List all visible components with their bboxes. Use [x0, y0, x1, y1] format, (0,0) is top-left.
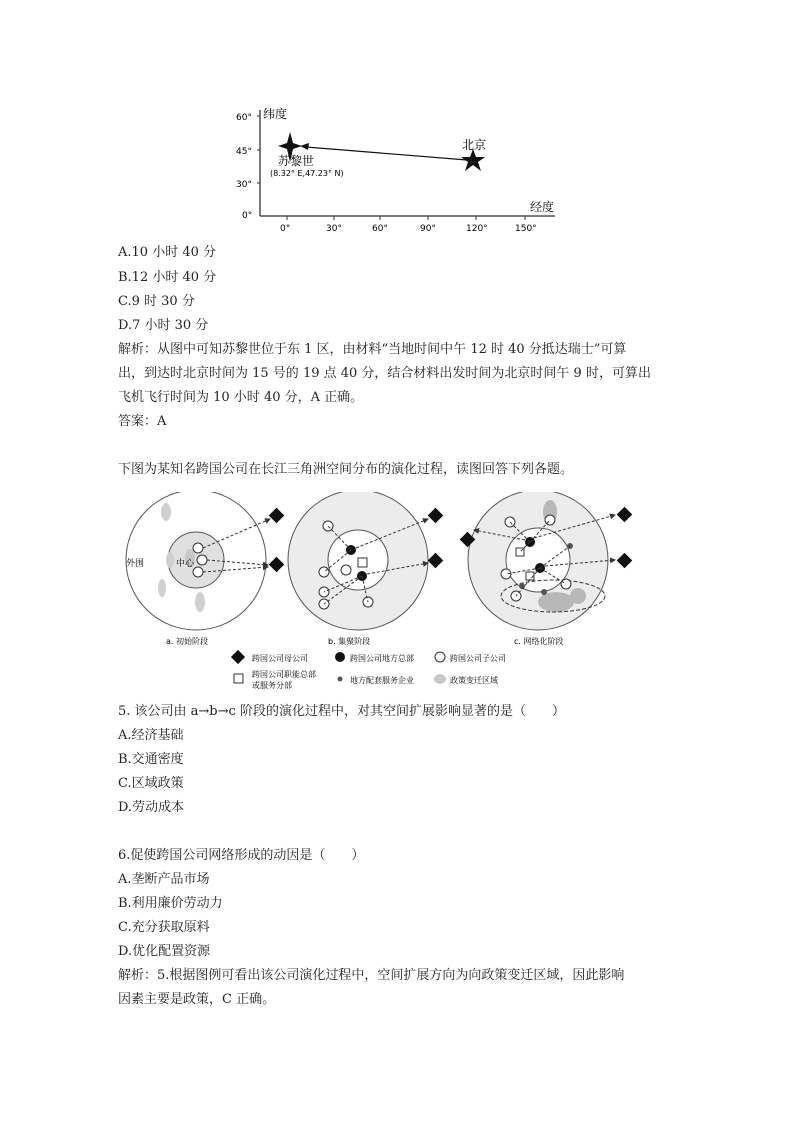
- policy-zone-icon: [434, 674, 446, 684]
- option-b: B.利用廉价劳动力: [118, 896, 223, 911]
- arrowhead-icon: [300, 143, 309, 150]
- panel-network-stage: [460, 492, 633, 646]
- stage-label: b. 集聚阶段: [328, 637, 371, 646]
- regional-hq-icon: [335, 652, 345, 662]
- x-tick-label: 90°: [420, 224, 436, 234]
- stage-label: c. 网络化阶段: [514, 637, 564, 646]
- option-a: A.经济基础: [118, 728, 184, 743]
- question-5-stem: 5. 该公司由 a→b→c 阶段的演化过程中，对其空间扩展影响显著的是（ ）: [118, 704, 565, 719]
- option-c: C.9 时 30 分: [118, 294, 195, 309]
- panel-initial-stage: [126, 492, 284, 646]
- figure-company-evolution-diagram: [118, 492, 648, 697]
- option-d: D.劳动成本: [118, 800, 185, 815]
- y-axis-label: 纬度: [263, 107, 288, 121]
- analysis-line: 解析：从图中可知苏黎世位于东 1 区，由材料“当地时间中午 12 时 40 分抵达瑞士”可算: [118, 342, 627, 357]
- legend-label: 跨国公司子公司: [450, 654, 506, 663]
- x-tick-label: 0°: [280, 224, 291, 234]
- legend: [231, 650, 506, 690]
- zurich-label: 苏黎世: [278, 154, 315, 168]
- center-region-label: 中心: [176, 559, 195, 569]
- outer-region-label: 外围: [126, 559, 145, 569]
- y-tick-label: 30°: [236, 180, 252, 190]
- zurich-coordinates: (8.32° E,47.23° N): [270, 169, 344, 178]
- option-a: A.垄断产品市场: [118, 872, 210, 887]
- functional-hq-icon: [234, 674, 243, 683]
- x-tick-label: 60°: [372, 224, 388, 234]
- legend-label: 跨国公司母公司: [252, 654, 308, 663]
- option-d: D.7 小时 30 分: [118, 318, 209, 333]
- analysis-line: 解析：5.根据图例可看出该公司演化过程中，空间扩展方向为向政策变迁区域，因此影响: [118, 968, 625, 983]
- figure-zurich-beijing-chart: [230, 100, 570, 235]
- stage-label: a. 初始阶段: [166, 637, 208, 646]
- legend-label: 跨国公司职能总部: [252, 670, 316, 679]
- option-c: C.充分获取原料: [118, 920, 210, 935]
- analysis-line: 出，到达时北京时间为 15 号的 19 点 40 分，结合材料出发时间为北京时间午 9 时，可算出: [118, 366, 651, 381]
- legend-label: 或服务分部: [252, 681, 292, 690]
- y-tick-label: 60°: [236, 113, 252, 123]
- local-service-icon: [338, 677, 343, 682]
- legend-label: 政策变迁区域: [450, 676, 498, 685]
- y-tick-label: 0°: [242, 211, 253, 221]
- option-d: D.优化配置资源: [118, 944, 211, 959]
- x-tick-label: 120°: [466, 224, 488, 234]
- x-tick-label: 30°: [326, 224, 342, 234]
- y-tick-label: 45°: [236, 147, 252, 157]
- option-b: B.12 小时 40 分: [118, 270, 217, 285]
- beijing-label: 北京: [462, 138, 487, 152]
- x-tick-label: 150°: [515, 224, 537, 234]
- option-b: B.交通密度: [118, 752, 184, 767]
- legend-label: 跨国公司地方总部: [350, 654, 414, 663]
- option-a: A.10 小时 40 分: [118, 245, 217, 260]
- parent-company-icon: [231, 650, 245, 664]
- legend-label: 地方配套服务企业: [350, 676, 414, 685]
- analysis-line: 飞机飞行时间为 10 小时 40 分，A 正确。: [118, 390, 364, 405]
- question-6-stem: 6.促使跨国公司网络形成的动因是（ ）: [118, 848, 365, 863]
- x-axis-label: 经度: [530, 200, 555, 214]
- subsidiary-icon: [435, 652, 445, 662]
- intro-paragraph: 下图为某知名跨国公司在长江三角洲空间分布的演化过程，读图回答下列各题。: [118, 462, 574, 477]
- option-c: C.区域政策: [118, 776, 184, 791]
- answer-line: 答案：A: [118, 414, 167, 429]
- analysis-line: 因素主要是政策，C 正确。: [118, 992, 276, 1007]
- panel-agglomeration-stage: [288, 492, 443, 646]
- flight-route-line: [306, 147, 467, 160]
